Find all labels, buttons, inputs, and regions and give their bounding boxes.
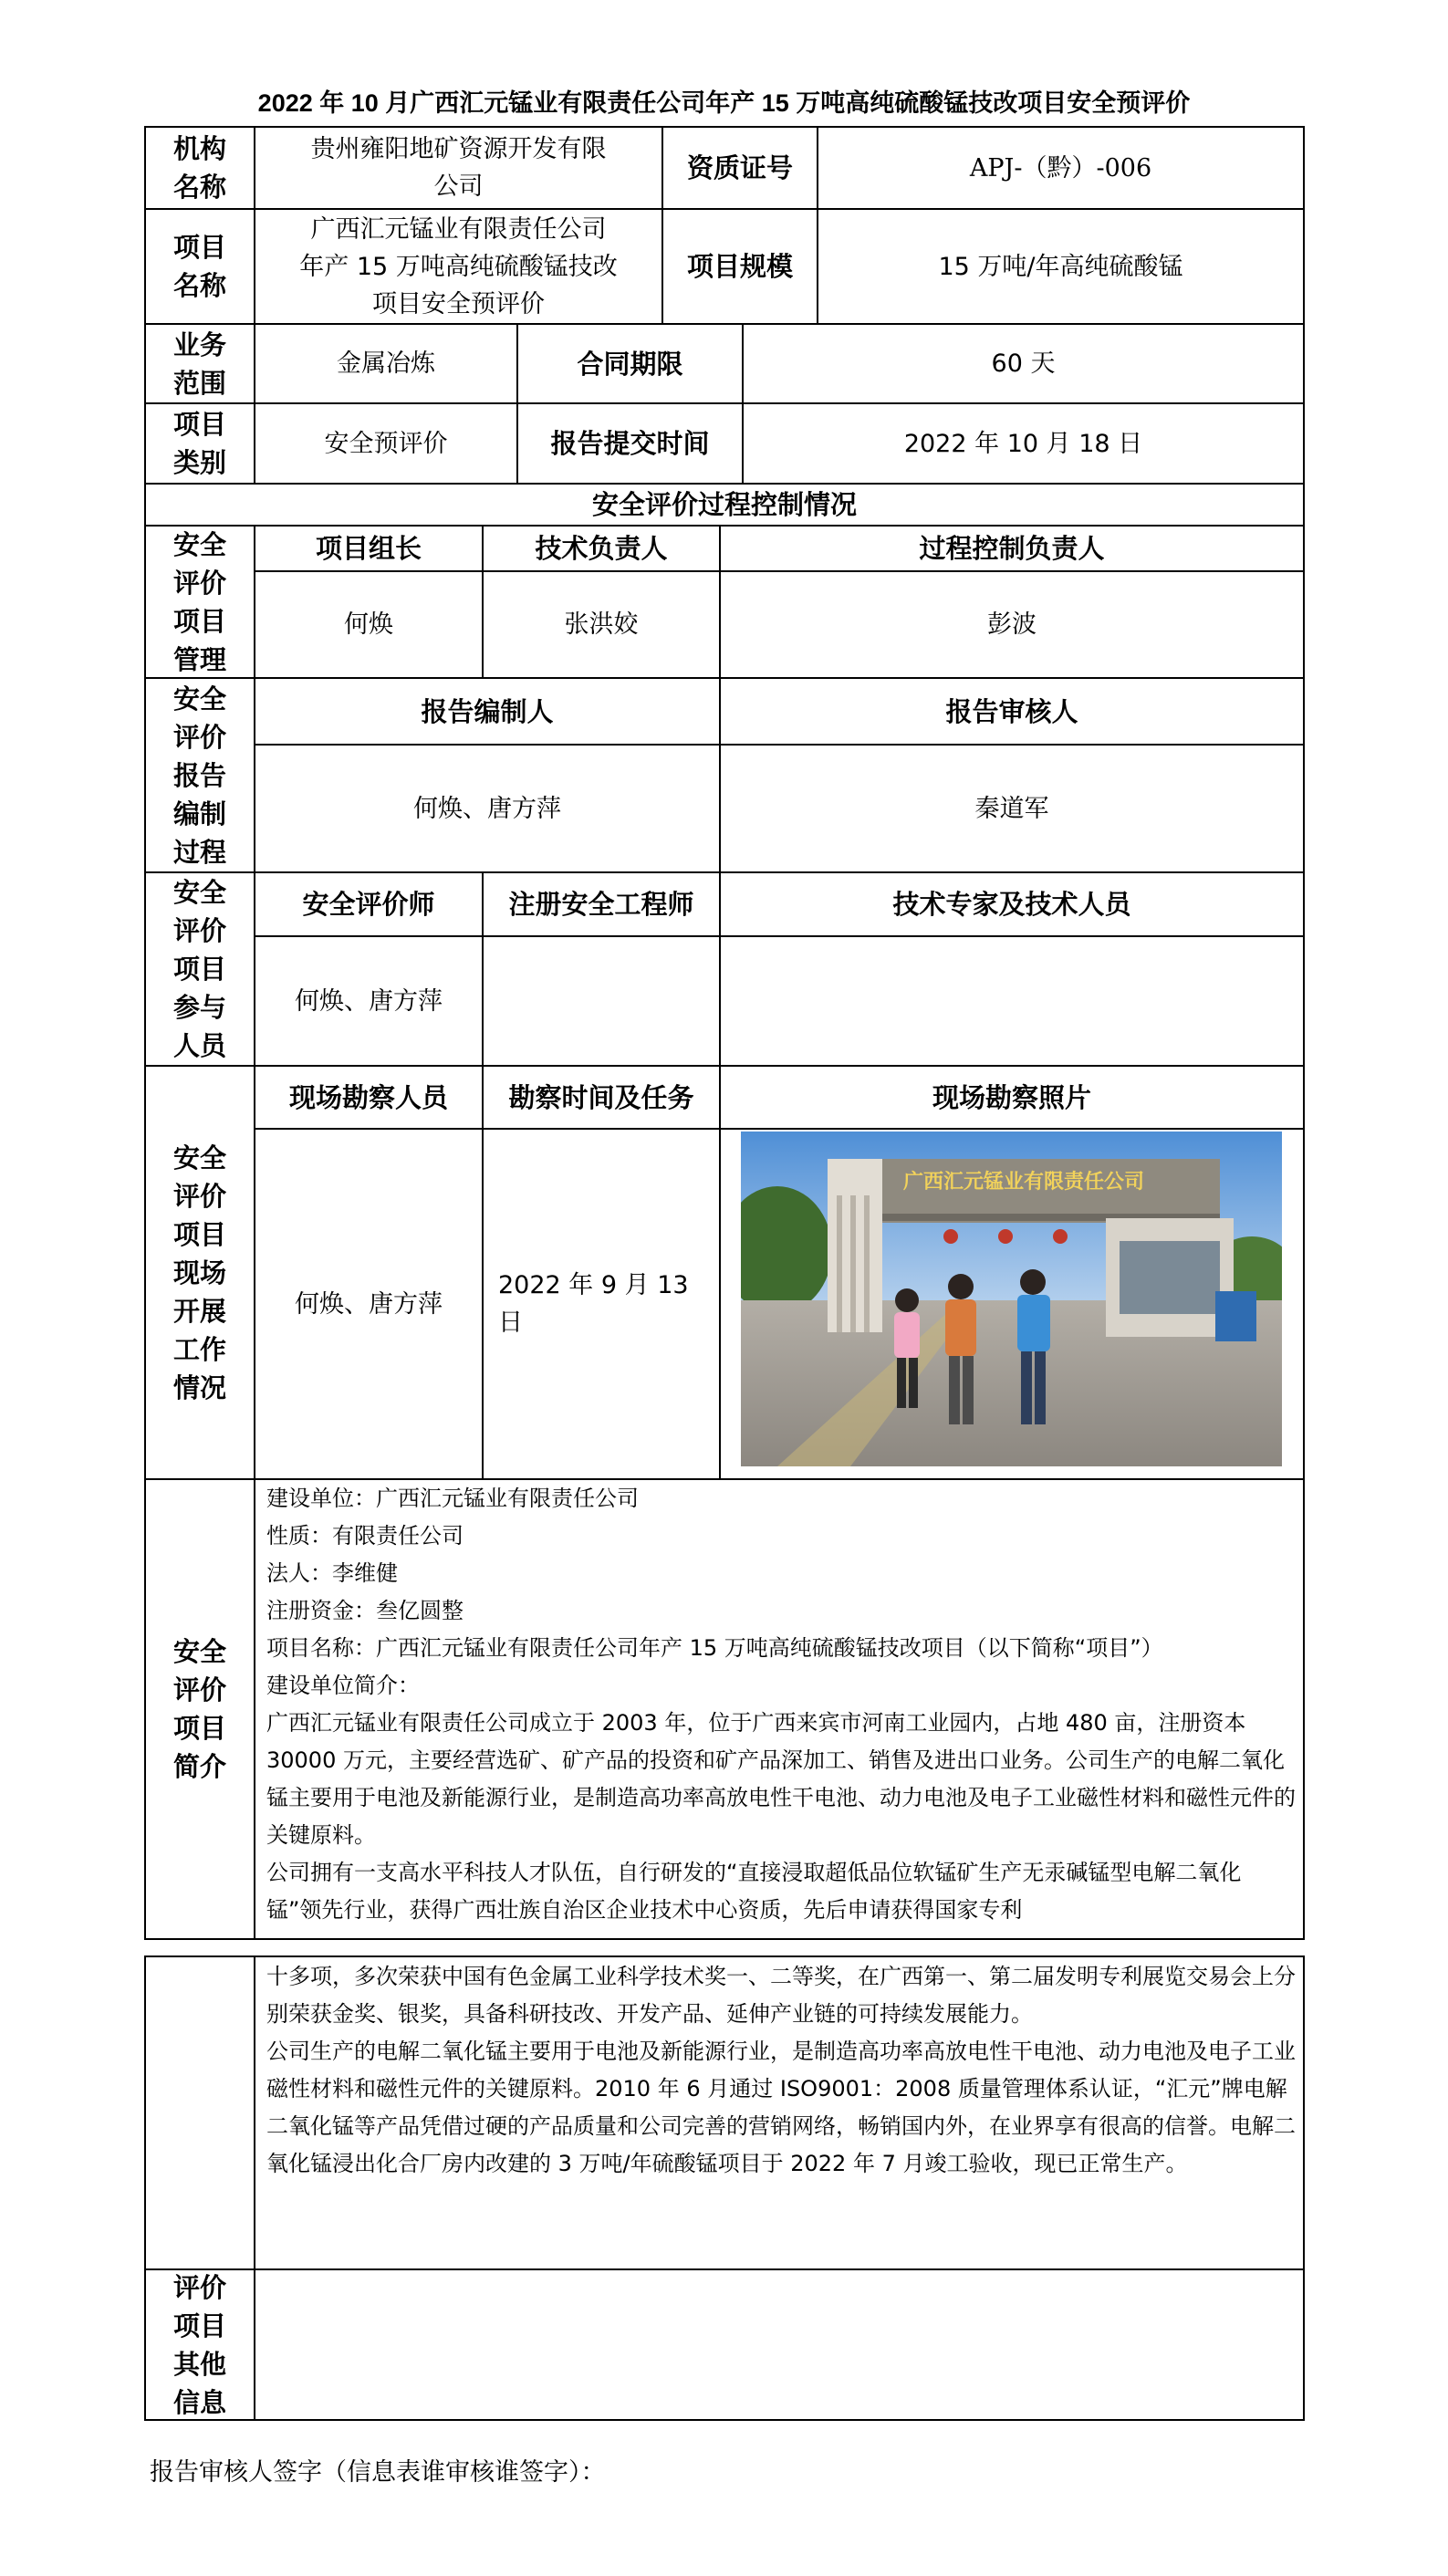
intro-line: 建设单位简介： bbox=[266, 1673, 420, 1698]
intro-line: 十多项，多次荣获中国有色金属工业科学技术奖一、二等奖，在广西第一、第二届发明专利展览交易会上分别荣获金奖、银奖，具备科研技改、开发产品、延伸产业链的可持续发展能力。 bbox=[266, 1964, 1296, 2027]
report-label: 安全 评价 报告 编制 过程 bbox=[172, 683, 226, 868]
intro-line: 项目名称：广西汇元锰业有限责任公司年产 15 万吨高纯硫酸锰技改项目（以下简称“项目”） bbox=[266, 1635, 1163, 1661]
ctrl-label: 过程控制负责人 bbox=[919, 533, 1105, 564]
intro-label: 安全 评价 项目 简介 bbox=[172, 1636, 226, 1782]
surveyor-label: 现场勘察人员 bbox=[288, 1081, 448, 1113]
intro-text-page2 bbox=[266, 1958, 1296, 2268]
org-label: 机构 名称 bbox=[172, 133, 226, 203]
submit-label: 报告提交时间 bbox=[550, 428, 710, 459]
tech-label: 技术负责人 bbox=[535, 533, 668, 564]
cert-label: 资质证号 bbox=[686, 152, 793, 183]
page-title: 2022 年 10 月广西汇元锰业有限责任公司年产 15 万吨高纯硫酸锰技改项目安全预评价 bbox=[257, 89, 1191, 117]
sign-text: 广西汇元锰业有限责任公司 bbox=[902, 1171, 1145, 1194]
photo-label: 现场勘察照片 bbox=[932, 1081, 1091, 1113]
leader-label: 项目组长 bbox=[315, 533, 422, 564]
scale-value: 15 万吨/年高纯硫酸锰 bbox=[938, 252, 1183, 281]
process-heading: 安全评价过程控制情况 bbox=[591, 489, 857, 520]
intro-line: 公司生产的电解二氧化锰主要用于电池及新能源行业，是制造高功率高放电性干电池、动力电池及电子工业磁性材料和磁性元件的关键原料。2010 年 6 月通过 ISO9001：2008 质量管理体系认证，“汇元”牌电解二氧化锰等产品凭借过硬的产品质量和公司完善的营销网络，畅销国内外，在业界享有很高的信誉。电解二氧化锰浸出化合厂房内改建的 3 万吨/年硫酸锰项目于 2022 年 7 月竣工验收，现已正常生产。 bbox=[266, 2039, 1296, 2176]
period-value: 60 天 bbox=[991, 349, 1056, 378]
tech-value: 张洪姣 bbox=[564, 610, 639, 639]
surveyor-value: 何焕、唐方萍 bbox=[295, 1289, 443, 1319]
period-label: 合同期限 bbox=[577, 348, 683, 380]
staff-label: 安全 评价 项目 参与 人员 bbox=[172, 877, 226, 1061]
compiler-value: 何焕、唐方萍 bbox=[413, 794, 561, 823]
ctrl-value: 彭波 bbox=[987, 610, 1037, 639]
reviewer-signature-line: 报告审核人签字（信息表谁审核谁签字）： bbox=[150, 2458, 606, 2487]
scope-label: 业务 范围 bbox=[172, 329, 226, 399]
project-value: 广西汇元锰业有限责任公司 年产 15 万吨高纯硫酸锰技改 项目安全预评价 bbox=[299, 214, 618, 318]
intro-line: 注册资金：叁亿圆整 bbox=[266, 1598, 464, 1623]
compiler-label: 报告编制人 bbox=[421, 695, 554, 727]
scale-label: 项目规模 bbox=[686, 251, 793, 282]
intro-line: 公司拥有一支高水平科技人才队伍，自行研发的“直接浸取超低品位软锰矿生产无汞碱锰型电解二氧化锰”领先行业，获得广西壮族自治区企业技术中心资质，先后申请获得国家专利 bbox=[266, 1860, 1242, 1923]
experts-value bbox=[721, 937, 1303, 1065]
intro-line: 广西汇元锰业有限责任公司成立于 2003 年，位于广西来宾市河南工业园内，占地 480 亩，注册资本 30000 万元，主要经营选矿、矿产品的投资和矿产品深加工、销售及进出口业务。公司生产的电解二氧化锰主要用于电池及新能源行业，是制造高功率高放电性干电池、动力电池及电子工业磁性材料和磁性元件的关键原料。 bbox=[266, 1710, 1296, 1848]
engineer-label: 注册安全工程师 bbox=[508, 889, 694, 920]
intro-line: 性质：有限责任公司 bbox=[266, 1523, 464, 1549]
other-value bbox=[255, 2270, 1303, 2419]
intro-line: 法人：李维健 bbox=[266, 1560, 398, 1586]
engineer-value bbox=[484, 937, 719, 1065]
reviewer-label: 报告审核人 bbox=[945, 695, 1078, 727]
project-label: 项目 名称 bbox=[172, 232, 226, 301]
site-photo bbox=[741, 1132, 1282, 1466]
mgmt-label: 安全 评价 项目 管理 bbox=[172, 528, 226, 675]
type-value: 安全预评价 bbox=[324, 429, 448, 458]
scope-value: 金属冶炼 bbox=[337, 349, 435, 378]
evaluator-label: 安全评价师 bbox=[302, 889, 435, 920]
survey-time-value: 2022 年 9 月 13 日 bbox=[498, 1271, 689, 1337]
other-label: 评价 项目 其他 信息 bbox=[172, 2271, 226, 2418]
type-label: 项目 类别 bbox=[172, 409, 226, 478]
site-label: 安全 评价 项目 现场 开展 工作 情况 bbox=[172, 1142, 226, 1403]
submit-value: 2022 年 10 月 18 日 bbox=[903, 429, 1143, 458]
leader-value: 何焕 bbox=[344, 610, 393, 639]
experts-label: 技术专家及技术人员 bbox=[892, 889, 1131, 920]
reviewer-value: 秦道军 bbox=[974, 794, 1049, 823]
evaluator-value: 何焕、唐方萍 bbox=[295, 986, 443, 1016]
cert-value: APJ-（黔）-006 bbox=[969, 153, 1152, 183]
intro-text-page1 bbox=[266, 1480, 1296, 1938]
org-value: 贵州雍阳地矿资源开发有限 公司 bbox=[310, 135, 607, 201]
intro-line: 建设单位：广西汇元锰业有限责任公司 bbox=[266, 1486, 639, 1511]
survey-time-label: 勘察时间及任务 bbox=[508, 1081, 694, 1113]
